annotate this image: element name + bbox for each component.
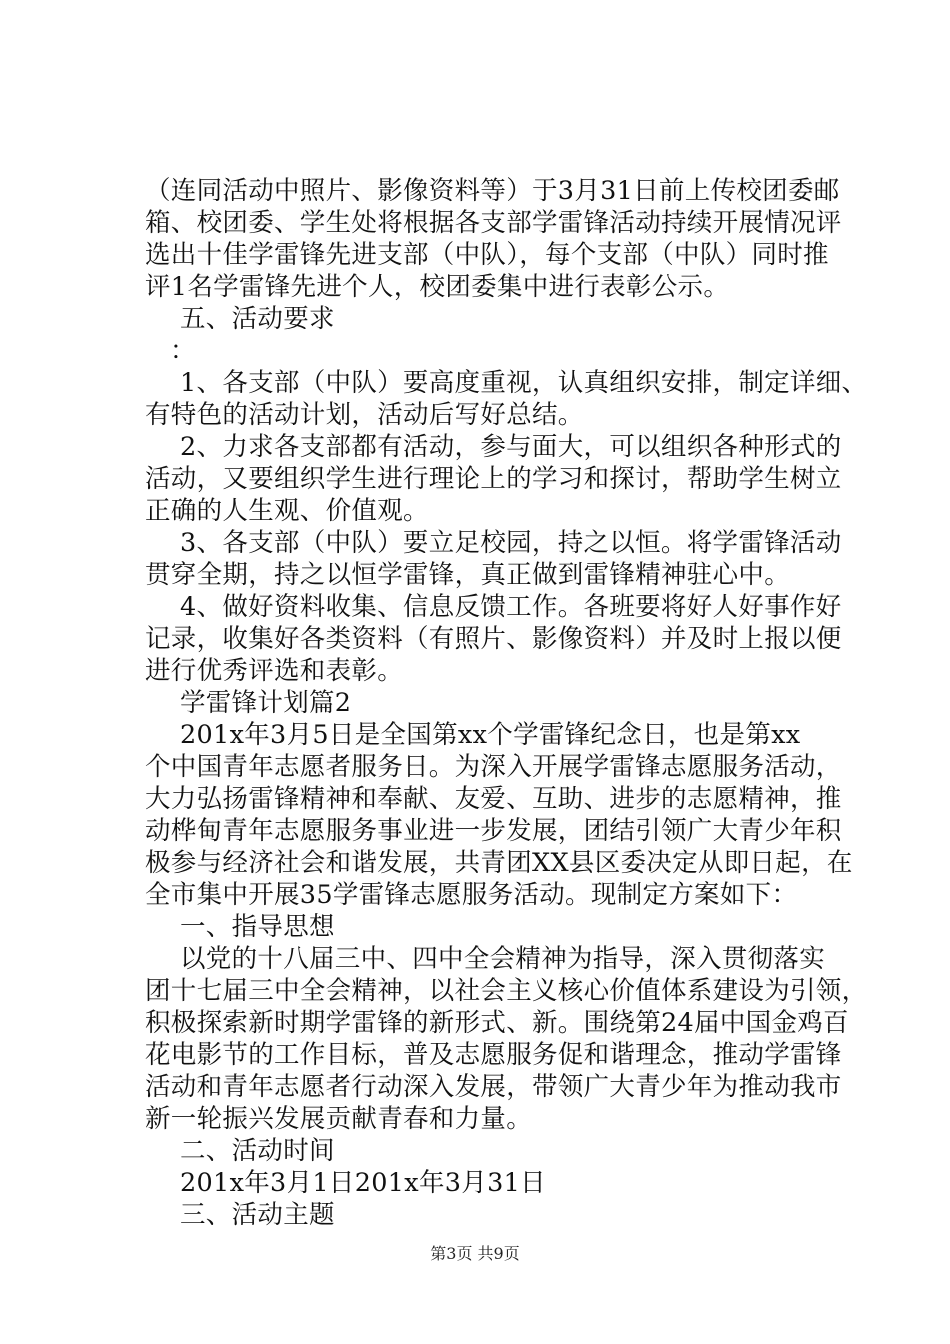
section-heading: 三、活动主题 [180,1200,335,1230]
article-title: 学雷锋计划篇2 [180,688,352,718]
body-line: 花电影节的工作目标，普及志愿服务促和谐理念，推动学雷锋 [145,1040,842,1070]
body-line: 新一轮振兴发展贡献青春和力量。 [145,1104,533,1134]
body-line: 选出十佳学雷锋先进支部（中队），每个支部（中队）同时推 [145,240,829,270]
body-line: ： [170,336,196,366]
list-item: 2、力求各支部都有活动，参与面大，可以组织各种形式的 [180,432,842,462]
body-line: 活动，又要组织学生进行理论上的学习和探讨，帮助学生树立 [145,464,842,494]
body-line: 201x年3月5日是全国第xx个学雷锋纪念日，也是第xx [180,720,801,750]
body-line: 评1名学雷锋先进个人，校团委集中进行表彰公示。 [145,272,730,302]
section-heading: 一、指导思想 [180,912,335,942]
body-line: 个中国青年志愿者服务日。为深入开展学雷锋志愿服务活动， [145,752,842,782]
body-line: 进行优秀评选和表彰。 [145,656,404,686]
body-line: （连同活动中照片、影像资料等）于3月31日前上传校团委邮 [145,176,840,206]
body-line: 团十七届三中全会精神，以社会主义核心价值体系建设为引领， [145,976,868,1006]
body-line: 贯穿全期，持之以恒学雷锋，真正做到雷锋精神驻心中。 [145,560,791,590]
body-line: 以党的十八届三中、四中全会精神为指导，深入贯彻落实 [180,944,826,974]
body-line: 箱、校团委、学生处将根据各支部学雷锋活动持续开展情况评 [145,208,842,238]
list-item: 1、各支部（中队）要高度重视，认真组织安排，制定详细、 [180,368,868,398]
body-line: 记录，收集好各类资料（有照片、影像资料）并及时上报以便 [145,624,842,654]
page-number-footer: 第3页 共9页 [430,1244,520,1263]
section-heading: 五、活动要求 [180,304,335,334]
body-line: 有特色的活动计划，活动后写好总结。 [145,400,584,430]
body-line: 大力弘扬雷锋精神和奉献、友爱、互助、进步的志愿精神，推 [145,784,842,814]
section-heading: 二、活动时间 [180,1136,335,1166]
list-item: 4、做好资料收集、信息反馈工作。各班要将好人好事作好 [180,592,842,622]
body-line: 全市集中开展35学雷锋志愿服务活动。现制定方案如下： [145,880,798,910]
body-line: 201x年3月1日201x年3月31日 [180,1168,546,1198]
list-item: 3、各支部（中队）要立足校园，持之以恒。将学雷锋活动 [180,528,842,558]
body-line: 积极探索新时期学雷锋的新形式、新。围绕第24届中国金鸡百 [145,1008,849,1038]
body-line: 动桦甸青年志愿服务事业进一步发展，团结引领广大青少年积 [145,816,842,846]
body-line: 活动和青年志愿者行动深入发展，带领广大青少年为推动我市 [145,1072,842,1102]
body-line: 正确的人生观、价值观。 [145,496,429,526]
body-line: 极参与经济社会和谐发展，共青团XX县区委决定从即日起，在 [145,848,853,878]
